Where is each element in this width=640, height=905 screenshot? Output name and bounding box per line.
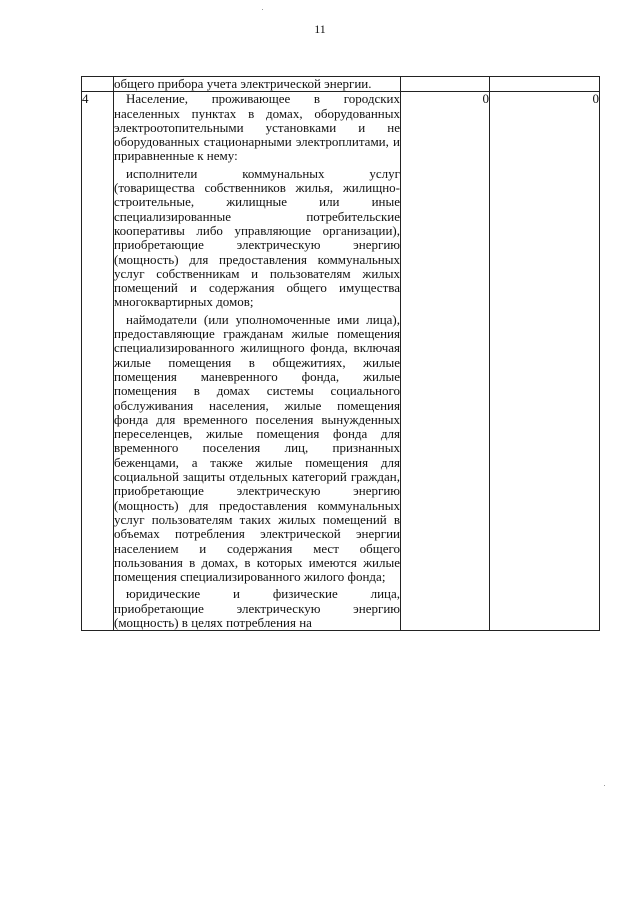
paragraph-population: Население, проживающее в городских населенных пунктах в домах, оборудованных электроотопительными установками и не оборудованных стационарными электроплитами, и приравненные к нему: (114, 91, 400, 164)
row-number-cell: 4 (82, 92, 114, 631)
row-description-cell (114, 77, 401, 92)
row-description-cell (114, 92, 401, 631)
tariff-table (81, 76, 600, 631)
table-row-continuation (82, 77, 600, 92)
scan-speck (262, 9, 263, 10)
value-cell-1 (401, 77, 490, 92)
row-number-cell (82, 77, 114, 92)
page-number: 11 (314, 22, 326, 36)
value-cell-1: 0 (401, 92, 490, 631)
paragraph-landlords: наймодатели (или уполномоченные ими лица), предоставляющие гражданам жилые помещения специализированного жилищного фонда, включая жилые помещения в общежитиях, жилые помещения маневренного фонда, жилые помещения в домах системы социального обслуживания населения, жилые помещения фонда для временного поселения вынужденных переселенцев, жилые помещения фонда для временного поселения лиц, признанных беженцами, а также жилые помещения для социальной защиты отдельных категорий граждан, приобретающие электрическую энергию (мощность) для предоставления коммунальных услуг пользователям таких жилых помещений в объемах потребления электрической энергии населением и содержания мест общего пользования в домах, в которых имеются жилые помещения специализированного жилого фонда; (114, 311, 400, 585)
continuation-text: общего прибора учета электрической энергии. (114, 76, 372, 91)
paragraph-legal-entities: юридические и физические лица, приобретающие электрическую энергию (мощность) в целях потребления на (114, 586, 400, 630)
table-row-item-4 (82, 92, 600, 631)
paragraph-utility-providers: исполнители коммунальных услуг (товарищества собственников жилья, жилищно-строительные, жилищные или иные специализированные потребительские кооперативы либо управляющие организации), приобретающие электрическую энергию (мощность) для предоставления коммунальных услуг собственникам и пользователям жилых помещений и содержания общего имущества многоквартирных домов; (114, 165, 400, 310)
value-cell-2 (490, 77, 600, 92)
scan-speck (604, 785, 605, 786)
value-cell-2: 0 (490, 92, 600, 631)
